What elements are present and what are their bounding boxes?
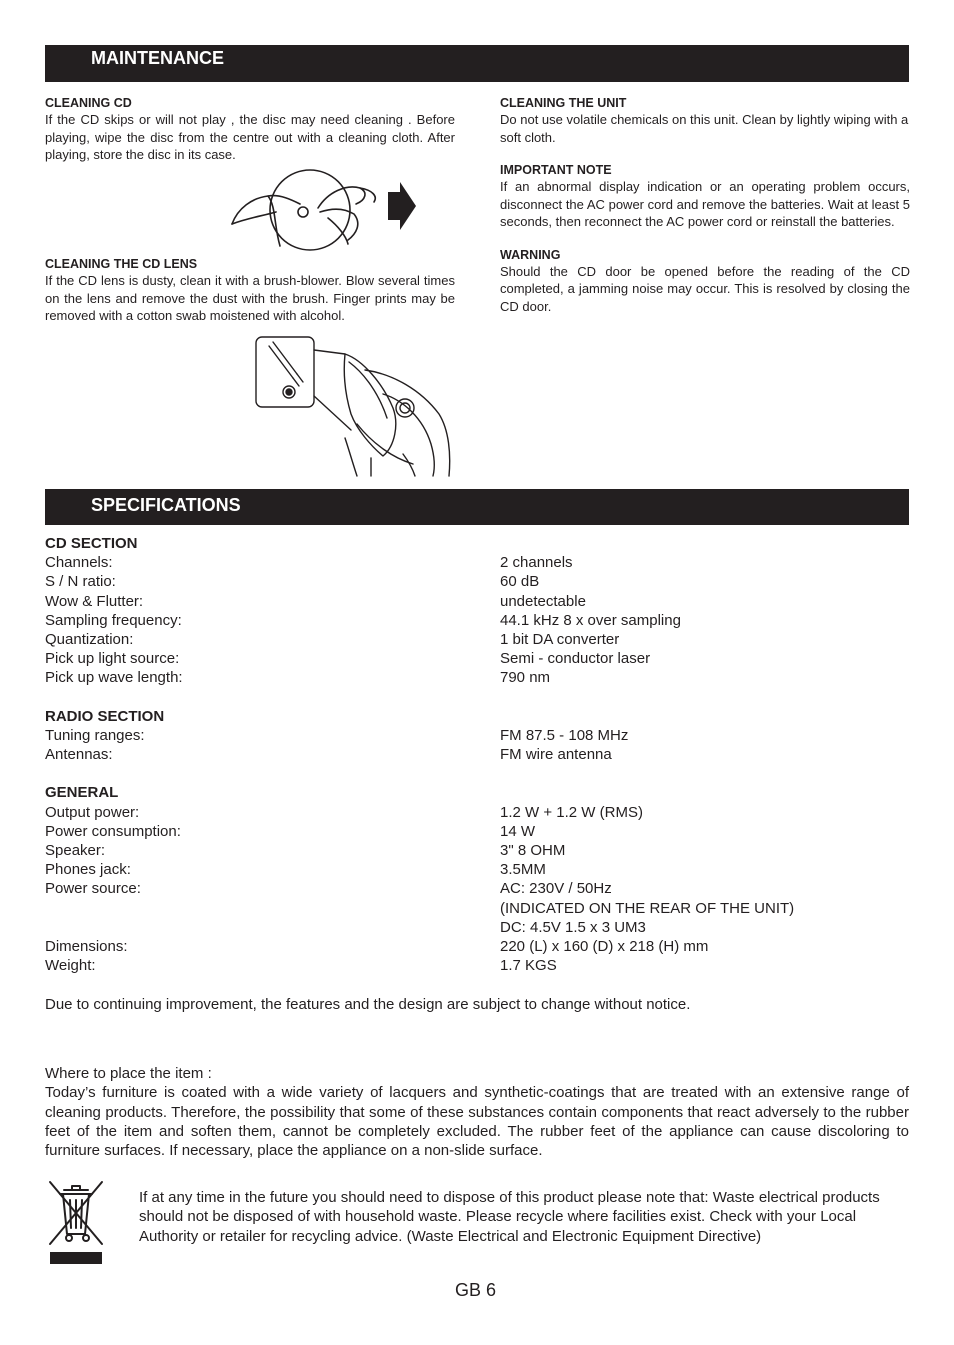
spec-value: 3" 8 OHM: [500, 842, 566, 859]
spec-row: [45, 611, 909, 630]
spec-label: Output power:: [45, 803, 140, 821]
spec-row: [45, 745, 909, 764]
spec-row: [45, 899, 909, 918]
important-note-section: [500, 163, 910, 231]
cd-section-rows: [45, 553, 909, 687]
spec-row: [45, 956, 909, 975]
warning-section: [500, 248, 910, 316]
spec-label: Dimensions:: [45, 937, 128, 955]
spec-label: Tuning ranges:: [45, 726, 145, 744]
cleaning-unit-section: [500, 96, 910, 146]
radio-section-rows: [45, 726, 909, 764]
cleaning-cd-text: If the CD skips or will not play , the disc may need cleaning . Before playing, wipe the disc from the centre out with a cleaning cloth. After playing, store the disc in its case.: [45, 112, 455, 162]
cleaning-unit-text: Do not use volatile chemicals on this unit. Clean by lightly wiping with a soft cloth.: [500, 112, 909, 145]
disc-wiping-illustration: [228, 168, 418, 254]
spec-row: [45, 726, 909, 745]
spec-value: AC: 230V / 50Hz: [500, 880, 612, 898]
specifications-list: [45, 534, 909, 975]
spec-row: [45, 879, 909, 898]
spec-value: 3.5MM: [500, 861, 546, 879]
spec-value: 14 W: [500, 822, 536, 840]
spec-value: FM wire antenna: [500, 746, 612, 764]
spec-row: [45, 630, 909, 649]
cleaning-cd-section: [45, 96, 455, 164]
cleaning-lens-heading: CLEANING THE CD LENS: [45, 257, 198, 271]
spec-row: [45, 860, 909, 879]
spec-value: FM 87.5 - 108 MHz: [500, 726, 629, 744]
spec-label: S / N ratio:: [45, 573, 116, 591]
page-number: GB 6: [455, 1280, 497, 1300]
placement-heading: Where to place the item :: [45, 1065, 212, 1082]
warning-text: Should the CD door be opened before the reading of the CD completed, a jamming noise may occur. This is resolved by closing the CD door.: [500, 263, 910, 314]
disposal-text: If at any time in the future you should need to dispose of this product please note that: Waste electrical products should not be disposed of with household waste. Please recycle where facilities exist. Check with your Local Authority or retailer for recycling advice. (Waste Electrical and Electronic Equipment Directive): [139, 1189, 880, 1245]
spec-label: Power consumption:: [45, 822, 181, 840]
cleaning-lens-section: [45, 257, 455, 325]
arrow-right-icon: [388, 182, 416, 230]
spec-row: [45, 803, 909, 822]
spec-row: [45, 841, 909, 860]
spec-value: 44.1 kHz 8 x over sampling: [500, 611, 681, 629]
cleaning-lens-text: If the CD lens is dusty, clean it with a brush-blower. Blow several times on the lens and remove the dust with the brush. Finger prints may be removed with a cotton swab moistened with alcohol.: [45, 273, 455, 323]
spec-row: [45, 572, 909, 591]
change-notice: Due to continuing improvement, the features and the design are subject to change without notice.: [45, 996, 691, 1013]
radio-section-heading: RADIO SECTION: [45, 707, 165, 725]
cleaning-cd-heading: CLEANING CD: [45, 96, 132, 110]
spec-label: Phones jack:: [45, 861, 131, 879]
spec-row: [45, 668, 909, 687]
spec-label: Channels:: [45, 554, 113, 572]
spec-label: Pick up wave length:: [45, 669, 183, 687]
spec-label: Antennas:: [45, 746, 113, 764]
crossed-bin-icon: [46, 1178, 106, 1266]
spec-value: 1.7 KGS: [500, 957, 557, 975]
spec-row: [45, 822, 909, 841]
maintenance-title: MAINTENANCE: [91, 48, 224, 68]
important-note-text: If an abnormal display indication or an operating problem occurs, disconnect the AC power cord and remove the batteries. Wait at least 5 seconds, then reconnect the AC power cord or reinstall the batteries.: [500, 179, 910, 229]
spec-label: Quantization:: [45, 630, 134, 648]
spec-value: 1.2 W + 1.2 W (RMS): [500, 803, 643, 821]
spec-value: 2 channels: [500, 554, 573, 572]
warning-heading: WARNING: [500, 247, 561, 262]
placement-section: [45, 1064, 909, 1160]
spec-label: Weight:: [45, 957, 96, 975]
cleaning-unit-heading: CLEANING THE UNIT: [500, 96, 627, 110]
specifications-title: SPECIFICATIONS: [91, 495, 241, 515]
spec-label: Power source:: [45, 880, 141, 898]
general-section-rows: [45, 803, 909, 976]
lens-cleaning-illustration: [253, 334, 455, 478]
spec-row: [45, 918, 909, 937]
maintenance-header: [45, 45, 909, 82]
spec-value: 60 dB: [500, 573, 540, 591]
spec-row: [45, 649, 909, 668]
spec-row: [45, 553, 909, 572]
spec-value: undetectable: [500, 592, 586, 610]
spec-row: [45, 592, 909, 611]
spec-value: (INDICATED ON THE REAR OF THE UNIT): [500, 899, 795, 917]
spec-label: Wow & Flutter:: [45, 592, 144, 610]
important-note-heading: IMPORTANT NOTE: [500, 163, 612, 177]
spec-label: Speaker:: [45, 842, 106, 859]
spec-label: Sampling frequency:: [45, 611, 182, 629]
spec-value: 220 (L) x 160 (D) x 218 (H) mm: [500, 937, 709, 955]
spec-value: DC: 4.5V 1.5 x 3 UM3: [500, 918, 646, 936]
cd-section-heading: CD SECTION: [45, 535, 138, 552]
spec-value: 790 nm: [500, 669, 551, 687]
spec-row: [45, 937, 909, 956]
maintenance-right-column: [500, 96, 910, 332]
general-section-heading: GENERAL: [45, 784, 119, 802]
spec-value: 1 bit DA converter: [500, 630, 620, 648]
specifications-header: [45, 489, 909, 525]
placement-text: Today’s furniture is coated with a wide variety of lacquers and synthetic-coatings that are treated with an extensive range of cleaning products. Therefore, the possibility that some of these substances contain components that react adversely to the rubber feet of the item and soften them, cannot be completely excluded. The rubber feet of the appliance can cause discoloring to furniture surfaces. If necessary, place the appliance on a non-slide surface.: [45, 1084, 909, 1160]
spec-label: Pick up light source:: [45, 650, 180, 668]
spec-value: Semi - conductor laser: [500, 650, 651, 668]
